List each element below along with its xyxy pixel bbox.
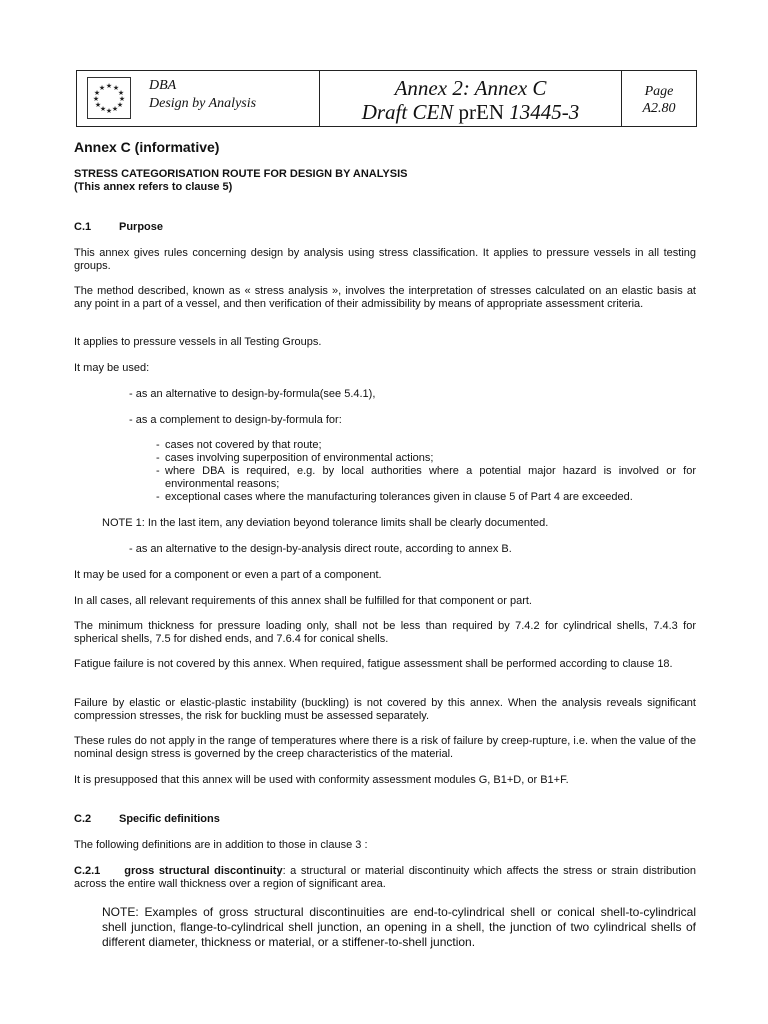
header-title-number: 13445-3: [504, 100, 580, 124]
svg-text:★: ★: [112, 84, 120, 92]
c1-paragraph-8: Fatigue failure is not covered by this annex. When required, fatigue assessment shall be performed according to clause 18.: [74, 658, 673, 670]
svg-text:★: ★: [93, 89, 101, 97]
section-c2-number: C.2: [74, 813, 92, 825]
annex-heading: Annex C (informative): [74, 139, 220, 155]
c1-paragraph-2: The method described, known as « stress analysis », involves the interpretation of stresses calculated on an elastic basis at any point in a part of a vessel, and then verification of their admissibility by means of appropriate assessment criteria.: [74, 285, 696, 310]
document-header: [76, 70, 697, 127]
section-c1-title: Purpose: [119, 221, 164, 233]
svg-text:★: ★: [111, 105, 119, 113]
c2-definition-text: : a structural or material discontinuity which affects the stress or strain distribution across the entire wall thickness over a region of significant area.: [74, 865, 696, 890]
annex-subheading-2: (This annex refers to clause 5): [74, 181, 233, 193]
c2-definition-number: C.2.1: [74, 865, 101, 877]
svg-text:★: ★: [105, 107, 113, 115]
c1-case-dash-4: -: [156, 491, 160, 503]
c1-case-dash-2: -: [156, 452, 160, 464]
header-org-cell: [77, 71, 320, 126]
c2-intro: The following definitions are in addition to those in clause 3 :: [74, 839, 368, 851]
c1-case-1: cases not covered by that route;: [165, 439, 322, 451]
svg-text:★: ★: [92, 95, 100, 103]
header-org-text: [149, 77, 256, 113]
svg-text:★: ★: [98, 84, 106, 92]
svg-text:★: ★: [105, 82, 113, 90]
c2-definition-1: [74, 865, 696, 890]
section-c2-title: Specific definitions: [119, 813, 220, 825]
header-title-cell: [320, 71, 622, 126]
header-page-number: A2.80: [642, 101, 676, 116]
c1-use-item-1: - as an alternative to design-by-formula(see 5.4.1),: [129, 388, 376, 400]
c1-paragraph-1: This annex gives rules concerning design by analysis using stress classification. It applies to pressure vessels in all testing groups.: [74, 247, 696, 272]
c1-case-dash-3: -: [156, 465, 160, 477]
c1-paragraph-7: The minimum thickness for pressure loading only, shall not be less than required by 7.4.2 for cylindrical shells, 7.4.3 for spherical shells, 7.5 for dished ends, and 7.6.4 for conical shells.: [74, 620, 696, 645]
c1-use-item-3: - as an alternative to the design-by-analysis direct route, according to annex B.: [129, 543, 512, 555]
header-org-line1: DBA: [149, 78, 177, 93]
c1-paragraph-4: It may be used:: [74, 362, 150, 374]
c2-definition-term: gross structural discontinuity: [124, 865, 283, 877]
c1-paragraph-3: It applies to pressure vessels in all Testing Groups.: [74, 336, 322, 348]
c1-case-dash-1: -: [156, 439, 160, 451]
svg-text:★: ★: [118, 95, 126, 103]
svg-text:★: ★: [94, 101, 102, 109]
section-c1-number: C.1: [74, 221, 92, 233]
header-org-line2: Design by Analysis: [149, 96, 257, 111]
header-page-cell: [622, 71, 696, 126]
header-title-line1: Annex 2: Annex C: [394, 76, 547, 100]
eu-stars-logo: [87, 77, 131, 119]
c1-note-1: NOTE 1: In the last item, any deviation beyond tolerance limits shall be clearly documented.: [102, 517, 549, 529]
header-page-label: Page: [644, 84, 674, 99]
annex-subheading-1: STRESS CATEGORISATION ROUTE FOR DESIGN BY ANALYSIS: [74, 168, 408, 180]
header-title-pren: prEN: [458, 100, 505, 124]
svg-text:★: ★: [117, 89, 125, 97]
c1-use-item-2: - as a complement to design-by-formula for:: [129, 414, 342, 426]
c1-paragraph-5: It may be used for a component or even a part of a component.: [74, 569, 382, 581]
svg-text:★: ★: [116, 101, 124, 109]
c2-note: NOTE: Examples of gross structural discontinuities are end-to-cylindrical shell or conical shell-to-cylindrical shell junction, flange-to-cylindrical shell junction, an opening in a shell, the junction of two cylindrical shells of different diameter, thickness or material, or a stiffener-to-shell junction.: [102, 905, 696, 949]
c1-paragraph-6: In all cases, all relevant requirements of this annex shall be fulfilled for that component or part.: [74, 595, 532, 607]
header-title-line2: [320, 100, 621, 124]
header-title-draft: Draft CEN: [361, 100, 459, 124]
c1-case-4: exceptional cases where the manufacturing tolerances given in clause 5 of Part 4 are exceeded.: [165, 491, 633, 503]
c1-paragraph-11: It is presupposed that this annex will be used with conformity assessment modules G, B1+D, or B1+F.: [74, 774, 569, 786]
c1-paragraph-9: Failure by elastic or elastic-plastic instability (buckling) is not covered by this annex. When the analysis reveals significant compression stresses, the risk for buckling must be assessed separately.: [74, 697, 696, 722]
svg-text:★: ★: [99, 105, 107, 113]
c1-case-2: cases involving superposition of environmental actions;: [165, 452, 434, 464]
c1-case-3: where DBA is required, e.g. by local authorities where a potential major hazard is involved or for environmental reasons;: [165, 465, 696, 490]
c1-paragraph-10: These rules do not apply in the range of temperatures where there is a risk of failure by creep-rupture, i.e. when the value of the nominal design stress is governed by the creep characteristics of the material.: [74, 735, 696, 760]
